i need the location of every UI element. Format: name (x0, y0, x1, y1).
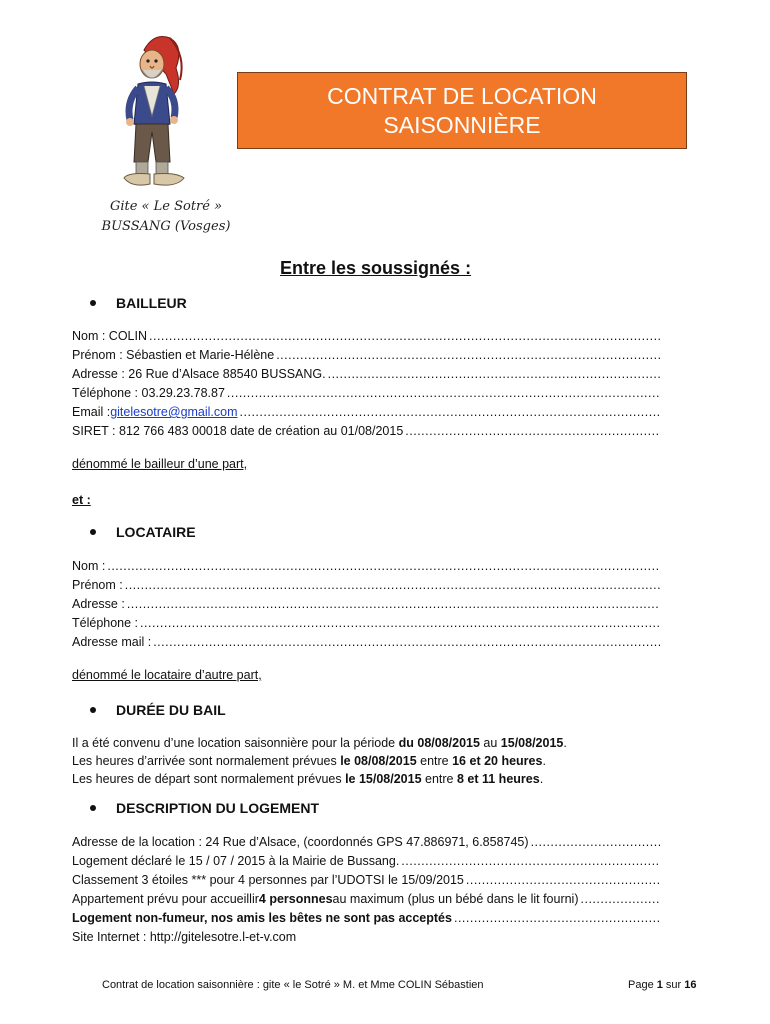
bailleur-prenom (72, 346, 660, 365)
contract-title-line-1: CONTRAT DE LOCATION (327, 82, 597, 109)
description-site-text: Site Internet : http://gitelesotre.l-et-v.com (72, 930, 297, 944)
bullet-icon (90, 707, 96, 713)
section-description-title: DESCRIPTION DU LOGEMENT (116, 800, 320, 816)
locataire-denomme: dénommé le locataire d’autre part, (72, 668, 262, 682)
contract-title-line-2: SAISONNIÈRE (383, 111, 541, 138)
locataire-prenom-text: Prénom : (72, 578, 123, 592)
gite-name: Gite « Le Sotré » (109, 199, 223, 214)
et-separator: et : (72, 493, 91, 507)
section-locataire (90, 524, 196, 540)
bullet-icon (90, 805, 96, 811)
section-bailleur (90, 295, 187, 311)
bailleur-email (72, 403, 660, 422)
bailleur-denomme: dénommé le bailleur d’une part, (72, 457, 248, 471)
locataire-telephone (72, 614, 660, 633)
description-details (72, 833, 660, 947)
bailleur-telephone (72, 384, 660, 403)
bailleur-adresse-text: Adresse : 26 Rue d’Alsace 88540 BUSSANG. (72, 367, 326, 381)
description-logement (72, 852, 660, 871)
locataire-prenom (72, 576, 660, 595)
duree-depart: Les heures de départ sont normalement prévues le 15/08/2015 entre 8 et 11 heures. (72, 772, 544, 786)
duree-arrivee: Les heures d’arrivée sont normalement prévues le 08/08/2015 entre 16 et 20 heures. (72, 754, 546, 768)
duree-periode: Il a été convenu d’une location saisonnière pour la période du 08/08/2015 au 15/08/2015. (72, 736, 567, 750)
locataire-nom-text: Nom : (72, 559, 106, 573)
bailleur-siret-text: SIRET : 812 766 483 00018 date de création au 01/08/2015 (72, 424, 404, 438)
bailleur-prenom-text: Prénom : Sébastien et Marie-Hélène (72, 348, 275, 362)
parties-heading: Entre les soussignés : (280, 258, 472, 278)
bailleur-telephone-text: Téléphone : 03.29.23.78.87 (72, 386, 225, 400)
bailleur-nom (72, 327, 660, 346)
page-number: Page 1 sur 16 (628, 979, 697, 991)
bailleur-email-link[interactable]: gitelesotre@gmail.com (110, 405, 238, 419)
section-description (90, 800, 319, 816)
gite-caption (70, 197, 262, 237)
bailleur-nom-text: Nom : COLIN (72, 329, 148, 343)
locataire-nom (72, 557, 660, 576)
locataire-adresse (72, 595, 660, 614)
bailleur-siret (72, 422, 660, 441)
bailleur-adresse (72, 365, 660, 384)
bullet-icon (90, 529, 96, 535)
locataire-mail-text: Adresse mail : (72, 635, 152, 649)
locataire-telephone-text: Téléphone : (72, 616, 139, 630)
duree-details (72, 734, 672, 788)
description-logement-text: Logement déclaré le 15 / 07 / 2015 à la Mairie de Bussang. (72, 854, 400, 868)
bailleur-email-label: Email : (72, 405, 111, 419)
description-non-fumeur-text: Logement non-fumeur, nos amis les bêtes ne sont pas acceptés (72, 911, 452, 925)
locataire-mail (72, 633, 660, 652)
contract-title-box (237, 72, 687, 149)
description-adresse-text: Adresse de la location : 24 Rue d’Alsace, (coordonnés GPS 47.886971, 6.858745) (72, 835, 529, 849)
section-bailleur-title: BAILLEUR (116, 295, 187, 311)
section-duree (90, 702, 226, 718)
description-classement (72, 871, 660, 890)
section-locataire-title: LOCATAIRE (116, 524, 196, 540)
description-adresse (72, 833, 660, 852)
locataire-adresse-text: Adresse : (72, 597, 125, 611)
gite-location: BUSSANG (Vosges) (101, 219, 231, 234)
bailleur-details (72, 327, 660, 441)
description-site (72, 928, 660, 947)
bullet-icon (90, 300, 96, 306)
footer-caption: Contrat de location saisonnière : gite « le Sotré » M. et Mme COLIN Sébastien (102, 979, 484, 991)
description-non-fumeur (72, 909, 660, 928)
locataire-details (72, 557, 660, 652)
section-duree-title: DURÉE DU BAIL (116, 702, 226, 718)
description-classement-text: Classement 3 étoiles *** pour 4 personnes par l’UDOTSI le 15/09/2015 (72, 873, 464, 887)
gnome-mascot-illustration (104, 28, 204, 196)
description-capacite: Appartement prévu pour accueillir 4 personnes au maximum (plus un bébé dans le lit fourni) ..... (72, 890, 660, 909)
